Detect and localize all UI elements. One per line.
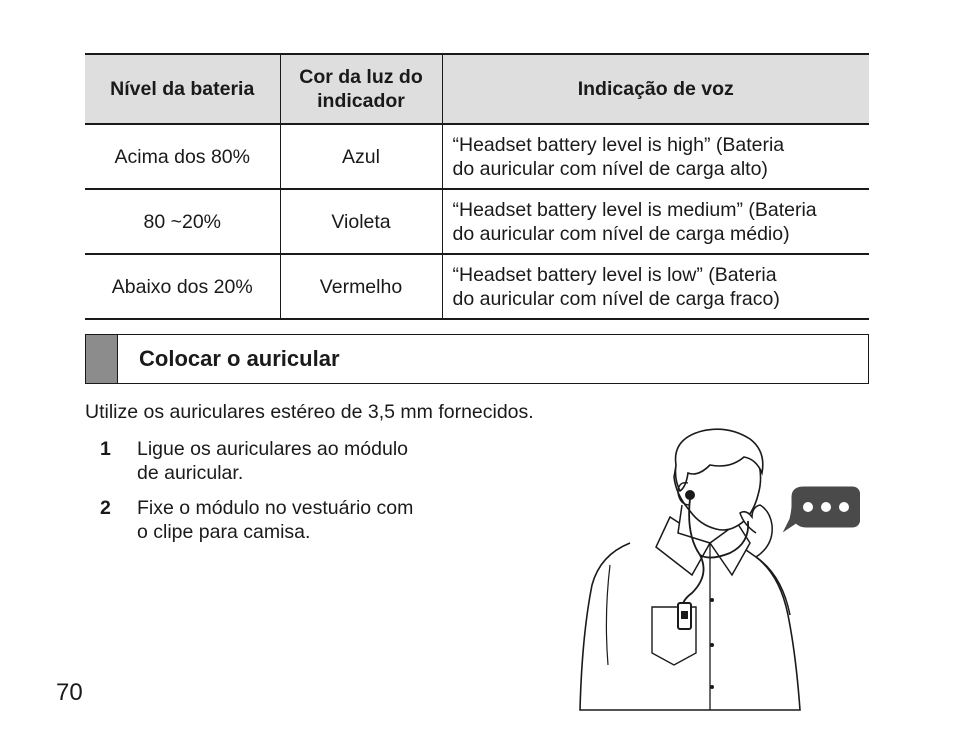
step-line: Fixe o módulo no vestuário com [137, 497, 414, 519]
header-voice-indication: Indicação de voz [442, 54, 869, 124]
battery-level-table [85, 53, 869, 320]
indicator-color-cell: Vermelho [280, 254, 442, 319]
step-line: o clipe para camisa. [137, 521, 311, 543]
step-text [137, 496, 467, 544]
indicator-color-cell: Azul [280, 124, 442, 189]
step-number: 1 [100, 438, 111, 460]
battery-level-cell: Acima dos 80% [114, 145, 250, 168]
indicator-color-cell: Violeta [280, 189, 442, 254]
person-wearing-headset-illustration [560, 425, 860, 715]
section-title: Colocar o auricular [139, 346, 340, 371]
step-text [137, 437, 467, 485]
voice-line: do auricular com nível de carga médio) [452, 222, 790, 245]
voice-indication-cell [442, 189, 869, 254]
battery-level-cell: 80 ~20% [143, 210, 222, 233]
voice-line: “Headset battery level is high” (Bateria [452, 133, 785, 156]
table-row [85, 254, 869, 319]
table-row [85, 189, 869, 254]
section-marker [86, 335, 118, 383]
voice-indication-cell [442, 254, 869, 319]
header-battery-level: Nível da bateria [85, 54, 280, 124]
step-line: de auricular. [137, 462, 244, 484]
page-number: 70 [56, 679, 83, 706]
speech-bubble-icon [784, 487, 860, 531]
table-row [85, 124, 869, 189]
section-header [85, 334, 869, 384]
voice-indication-cell [442, 124, 869, 189]
step-number: 2 [100, 497, 111, 519]
voice-line: “Headset battery level is low” (Bateria [452, 263, 777, 286]
voice-line: “Headset battery level is medium” (Bateria [452, 198, 817, 221]
voice-line: do auricular com nível de carga fraco) [452, 287, 780, 310]
table-header-row [85, 54, 869, 124]
voice-line: do auricular com nível de carga alto) [452, 157, 768, 180]
header-indicator-color: Cor da luz do indicador [280, 54, 442, 124]
intro-text: Utilize os auriculares estéreo de 3,5 mm fornecidos. [85, 401, 534, 423]
battery-level-cell: Abaixo dos 20% [111, 275, 253, 298]
step-line: Ligue os auriculares ao módulo [137, 438, 409, 460]
